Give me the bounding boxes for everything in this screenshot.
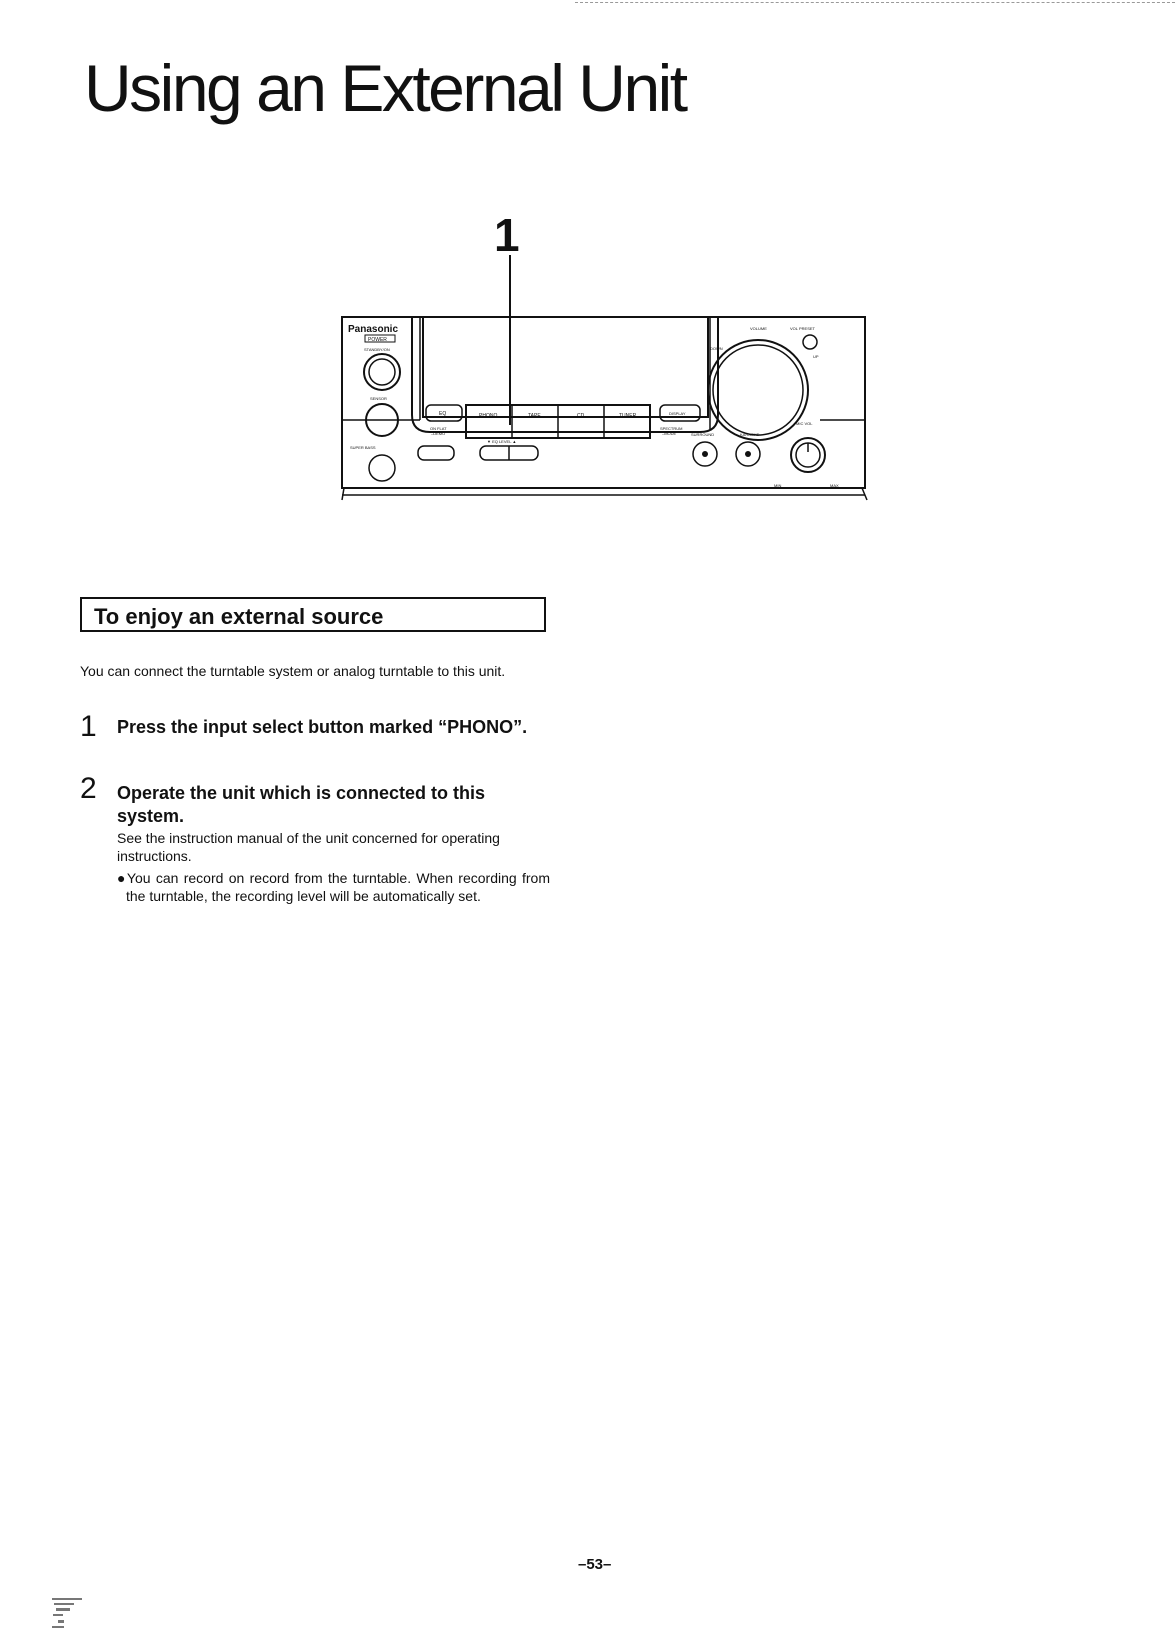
spectrum-mode-label: SPECTRUM — [660, 426, 683, 431]
mic-vol-label: MIC VOL — [796, 421, 813, 426]
super-bass-label: SUPER BASS — [350, 445, 376, 450]
step-2-text: Operate the unit which is connected to this system. — [117, 783, 486, 826]
step-2-detail: See the instruction manual of the unit concerned for operating instructions. — [117, 830, 500, 864]
stereo-front-panel-diagram — [330, 250, 870, 505]
volume-knob — [708, 340, 808, 440]
phono-button-label: PHONO — [479, 413, 498, 419]
cd-button-label: CD — [577, 413, 585, 419]
callout-number: 1 — [494, 209, 520, 261]
scan-artifact — [50, 1596, 110, 1636]
sensor-label: SENSOR — [370, 396, 387, 401]
eq-level-label: ▼ EQ LEVEL ▲ — [487, 439, 517, 444]
step-2-bullet-note: ●You can record on record from the turntable. When recording from the turntable, the recording level will be automatically set. — [117, 870, 550, 904]
vol-preset-button — [803, 335, 817, 349]
power-label: POWER — [368, 337, 387, 343]
tape-button-label: TAPE — [528, 413, 541, 419]
standby-label: STANDBY/ON — [364, 347, 390, 352]
svg-text:–DEMO: –DEMO — [431, 431, 446, 436]
vol-preset-label: VOL PRESET — [790, 326, 815, 331]
volume-label: VOLUME — [750, 326, 767, 331]
min-label: MIN — [774, 483, 782, 488]
section-heading: To enjoy an external source — [94, 604, 384, 629]
page-title: Using an External Unit — [84, 51, 686, 125]
on-flat-demo-label: ON FLAT — [430, 426, 447, 431]
karaoke-label: KARAOKE — [740, 432, 760, 437]
down-label: DOWN — [710, 346, 723, 351]
up-label: UP — [813, 354, 819, 359]
tuner-button-label: TUNER — [619, 413, 637, 419]
display-label: DISPLAY — [669, 411, 686, 416]
svg-text:–MODE: –MODE — [662, 431, 677, 436]
section-heading-box — [80, 597, 546, 632]
step-1-text: Press the input select button marked “PHONO”. — [117, 717, 528, 737]
super-bass-knob — [369, 455, 395, 481]
max-label: MAX — [830, 483, 839, 488]
step-2-number: 2 — [80, 772, 97, 805]
input-buttons — [512, 405, 604, 438]
scan-top-rule — [575, 2, 1175, 4]
intro-text: You can connect the turntable system or analog turntable to this unit. — [80, 663, 506, 679]
page-number: –53– — [578, 1556, 612, 1573]
brand-logo: Panasonic — [348, 324, 399, 335]
step-1-number: 1 — [80, 710, 97, 743]
surround-label: SURROUND — [691, 432, 715, 437]
eq-label: EQ — [439, 411, 447, 417]
lower-button-left — [418, 446, 454, 460]
